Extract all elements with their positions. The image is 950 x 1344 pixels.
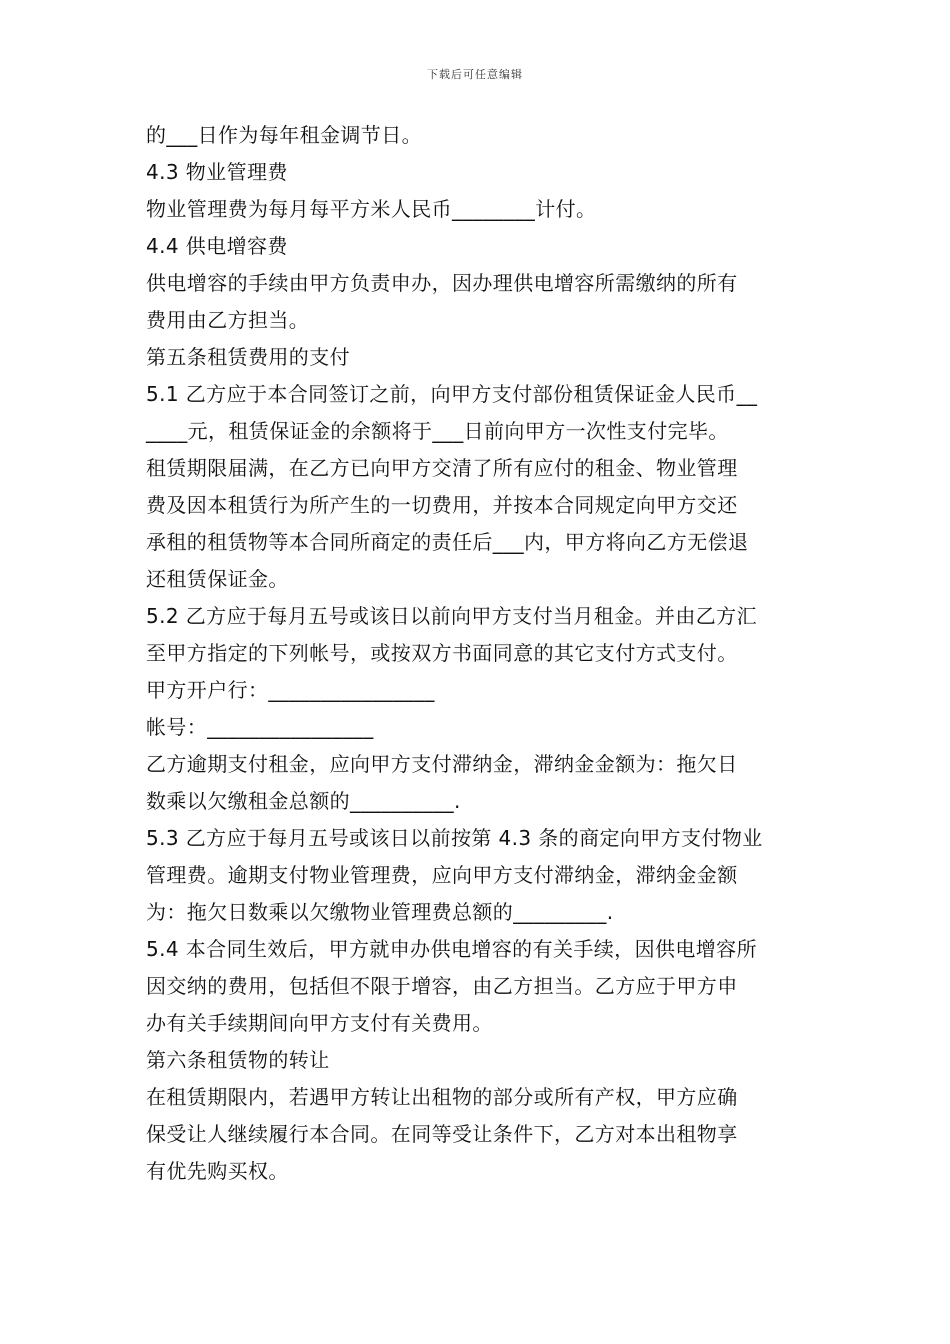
text-line: 办有关手续期间向甲方支付有关费用。 <box>146 1011 493 1035</box>
text-line: 的___日作为每年租金调节日。 <box>146 123 422 147</box>
text-line: 物业管理费为每月每平方米人民币________计付。 <box>146 197 597 221</box>
text-line: 为：拖欠日数乘以欠缴物业管理费总额的_________. <box>146 900 614 924</box>
header-note: 下载后可任意编辑 <box>427 68 523 81</box>
text-line: 保受让人继续履行本合同。在同等受让条件下，乙方对本出租物享 <box>146 1122 738 1146</box>
text-line: 数乘以欠缴租金总额的__________. <box>146 789 461 813</box>
article-heading: 第五条租赁费用的支付 <box>146 345 350 369</box>
text-line: 5.2 乙方应于每月五号或该日以前向甲方支付当月租金。并由乙方汇 <box>146 604 757 628</box>
text-line: 乙方逾期支付租金，应向甲方支付滞纳金，滞纳金金额为：拖欠日 <box>146 752 738 776</box>
text-line: 费用由乙方担当。 <box>146 308 310 332</box>
section-heading: 4.4 供电增容费 <box>146 234 288 258</box>
text-line: 5.4 本合同生效后，甲方就申办供电增容的有关手续，因供电增容所 <box>146 937 757 961</box>
text-line: 5.3 乙方应于每月五号或该日以前按第 4.3 条的商定向甲方支付物业 <box>146 826 763 850</box>
text-line: 供电增容的手续由甲方负责申办，因办理供电增容所需缴纳的所有 <box>146 271 738 295</box>
document-body <box>146 117 810 1190</box>
text-line: 还租赁保证金。 <box>146 567 289 591</box>
text-line: 帐号：________________ <box>146 715 374 739</box>
text-line: 承租的租赁物等本合同所商定的责任后___内，甲方将向乙方无偿退 <box>146 530 749 554</box>
text-line: 租赁期限届满，在乙方已向甲方交清了所有应付的租金、物业管理 <box>146 456 738 480</box>
article-heading: 第六条租赁物的转让 <box>146 1048 330 1072</box>
text-line: 5.1 乙方应于本合同签订之前，向甲方支付部份租赁保证金人民币__ <box>146 382 758 406</box>
section-heading: 4.3 物业管理费 <box>146 160 288 184</box>
text-line: 费及因本租赁行为所产生的一切费用，并按本合同规定向甲方交还 <box>146 493 738 517</box>
text-line: 至甲方指定的下列帐号，或按双方书面同意的其它支付方式支付。 <box>146 641 738 665</box>
text-line: 甲方开户行：________________ <box>146 678 435 702</box>
text-line: 管理费。逾期支付物业管理费，应向甲方支付滞纳金，滞纳金金额 <box>146 863 738 887</box>
text-line: ____元，租赁保证金的余额将于___日前向甲方一次性支付完毕。 <box>146 419 729 443</box>
text-line: 在租赁期限内，若遇甲方转让出租物的部分或所有产权，甲方应确 <box>146 1085 738 1109</box>
text-line: 因交纳的费用，包括但不限于增容，由乙方担当。乙方应于甲方申 <box>146 974 738 998</box>
text-line: 有优先购买权。 <box>146 1159 289 1183</box>
